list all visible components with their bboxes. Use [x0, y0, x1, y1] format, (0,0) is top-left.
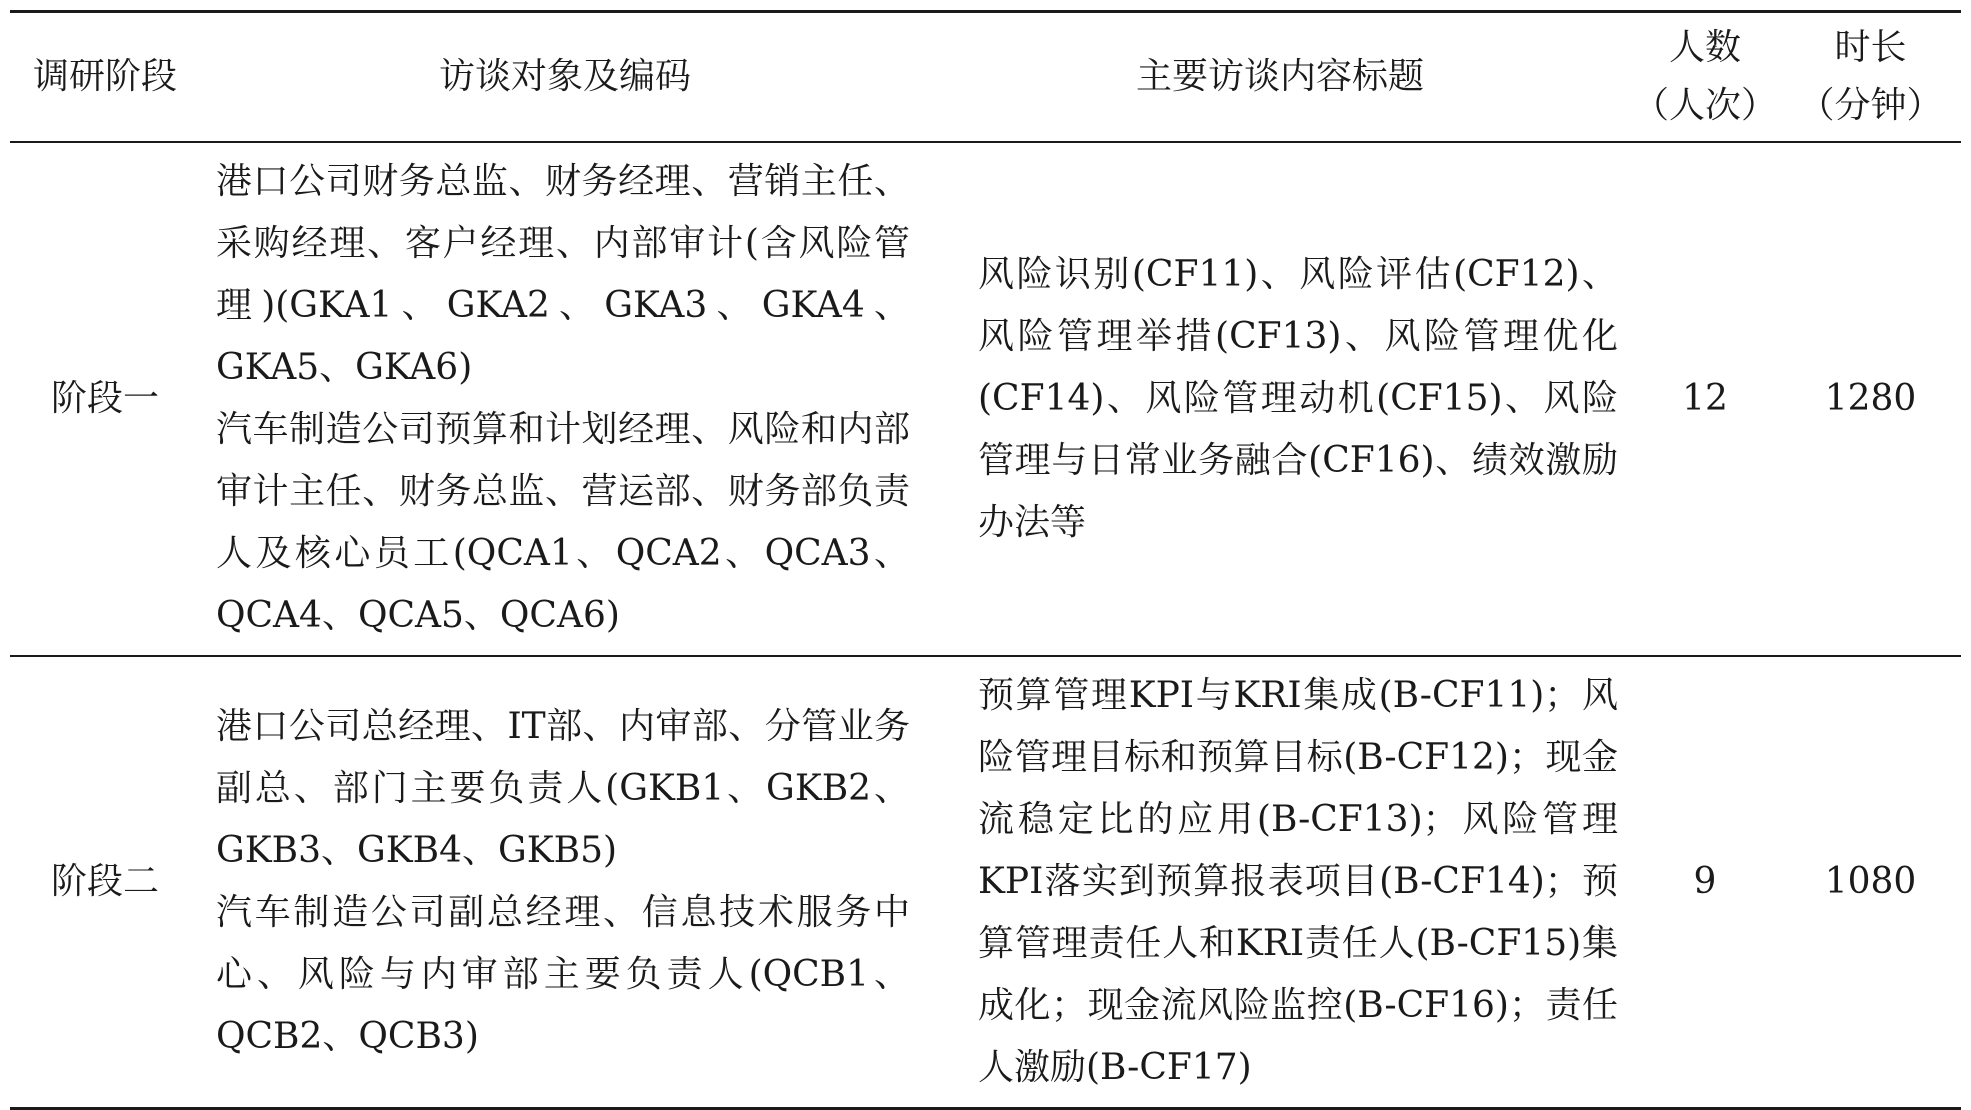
header-count-line1: 人数 [1668, 27, 1741, 68]
count-cell: 12 [1682, 378, 1728, 419]
table-row [10, 142, 1961, 656]
stage-cell: 阶段二 [50, 861, 159, 902]
table-header [10, 12, 1961, 143]
interview-table-container [10, 10, 1961, 1110]
header-subjects: 访谈对象及编码 [438, 56, 691, 97]
header-count-line2: （人次） [1632, 85, 1777, 126]
topics-cell: 预算管理KPI与KRI集成(B-CF11)；风险管理目标和预算目标(B-CF12)；现金流稳定比的应用(B-CF13)；风险管理KPI落实到预算报表项目(B-CF14)；预算管理责任人和KRI责任人(B-CF15)集成化；现金流风险监控(B-CF16)；责任人激励(B-CF17) [978, 675, 1618, 1088]
header-count [1630, 12, 1780, 143]
interview-table [10, 10, 1961, 1110]
table-body [10, 142, 1961, 1109]
header-duration [1780, 12, 1961, 143]
header-duration-line1: 时长 [1834, 27, 1907, 68]
subjects-cell [200, 656, 930, 1109]
count-cell: 9 [1693, 861, 1717, 902]
header-stage: 调研阶段 [32, 56, 177, 97]
subjects-cell [200, 142, 930, 656]
subjects-paragraph: 汽车制造公司预算和计划经理、风险和内部审计主任、财务总监、营运部、财务部负责人及核心员工(QCA1、QCA2、QCA3、QCA4、QCA5、QCA6) [216, 409, 910, 636]
subjects-paragraph: 汽车制造公司副总经理、信息技术服务中心、风险与内审部主要负责人(QCB1、QCB2、QCB3) [216, 892, 910, 1057]
header-duration-line2: （分钟） [1798, 85, 1943, 126]
subjects-paragraph: 港口公司财务总监、财务经理、营销主任、采购经理、客户经理、内部审计(含风险管理)(GKA1、GKA2、GKA3、GKA4、GKA5、GKA6) [216, 161, 910, 388]
duration-cell: 1280 [1824, 378, 1917, 419]
topics-cell: 风险识别(CF11)、风险评估(CF12)、风险管理举措(CF13)、风险管理优化(CF14)、风险管理动机(CF15)、风险管理与日常业务融合(CF16)、绩效激励办法等 [978, 254, 1618, 543]
table-row [10, 656, 1961, 1109]
subjects-paragraph: 港口公司总经理、IT部、内审部、分管业务副总、部门主要负责人(GKB1、GKB2、GKB3、GKB4、GKB5) [216, 706, 910, 871]
duration-cell: 1080 [1824, 861, 1917, 902]
header-topics: 主要访谈内容标题 [1135, 56, 1424, 97]
stage-cell: 阶段一 [50, 378, 159, 419]
header-row [10, 12, 1961, 143]
